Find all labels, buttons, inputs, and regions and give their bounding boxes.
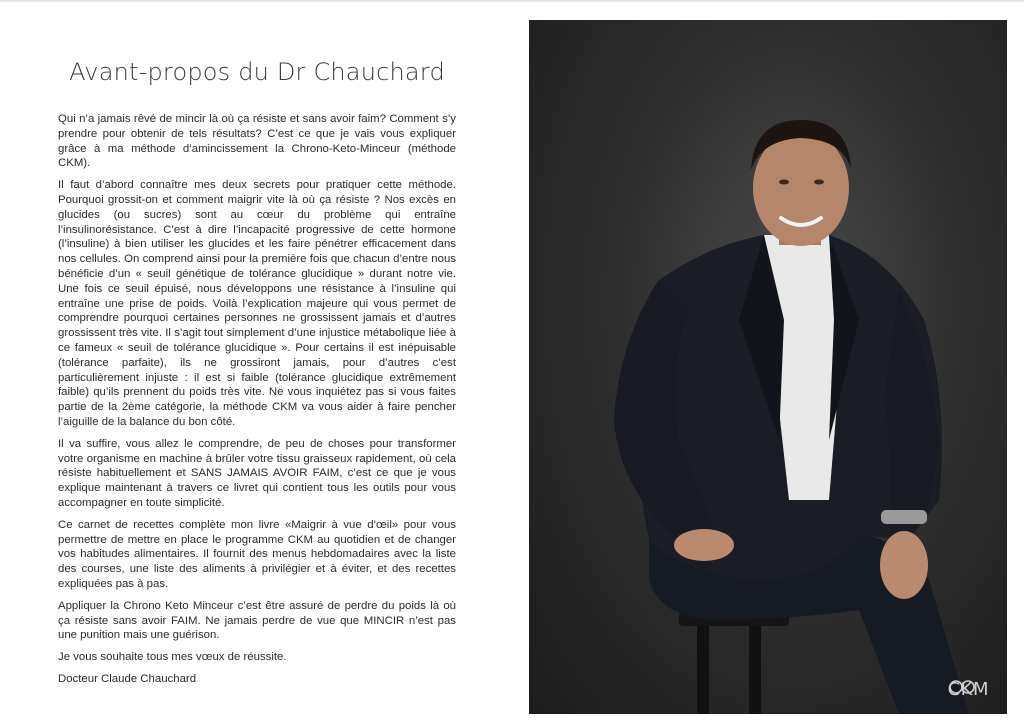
wristwatch <box>881 510 927 524</box>
logo-text: CKM <box>947 679 989 700</box>
stool-leg <box>749 620 761 714</box>
infinity-loop-icon <box>948 679 978 695</box>
left-eye <box>779 180 789 185</box>
stool-leg <box>697 620 709 714</box>
paragraph-4: Ce carnet de recettes complète mon livre «Maigrir à vue d’œil» pour vous permettre de mettre en place le programme CKM au quotidien et de changer vos habitudes alimentaires. Il fournit des menus hebdomadaires avec la liste des courses, une liste des aliments à privilégier et à éviter, et des recettes expliquées pas à pas. <box>58 518 456 590</box>
left-hand <box>674 529 734 561</box>
paragraph-3: Il va suffire, vous allez le comprendre, de peu de choses pour transformer votre organisme en machine à brûler votre tissu graisseux rapidement, où cela résiste habituellement et SANS JAMAIS AVOIR FAIM, c’est ce que je vous explique maintenant à travers ce livret qui contient tous les outils pour vous accompagner en toute simplicité. <box>58 437 456 509</box>
foreword-text-column <box>58 58 456 687</box>
paragraph-1: Qui n’a jamais rêvé de mincir là où ça résiste et sans avoir faim? Comment s’y prendre pour obtenir de tels résultats? C’est ce que je vais vous expliquer grâce à ma méthode d’amincissement la Chrono-Keto-Minceur (méthode CKM). <box>58 113 456 170</box>
author-portrait-photo <box>529 20 1007 714</box>
paragraph-5: Appliquer la Chrono Keto Minceur c’est être assuré de perdre du poids là où ça résiste sans avoir FAIM. Ne jamais perdre de vue que MINCIR n’est pas une punition mais une guérison. <box>58 599 456 642</box>
paragraph-2: Il faut d’abord connaître mes deux secrets pour pratiquer cette méthode. Pourquoi grossit-on et comment maigrir vite là où ça résiste ? Nos excès en glucides (ou sucres) sont au cœur du problème qui entraîne l’insulinorésistance. C’est à dire l’incapacité progressive de cette hormone (l’insuline) à bien utiliser les glucides et les faire pénétrer efficacement dans nos cellules. On comprend ainsi pour la première fois que chacun d’entre nous bénéficie d’un « seuil génétique de tolérance glucidique » durant notre vie. Une fois ce seuil épuisé, nous développons une résistance à l’insuline qui entraîne une prise de poids. Voilà l’explication majeure qui vous permet de comprendre pourquoi certaines personnes ne grossissent jamais et d’autres grossissent très vite. Il s’agit tout simplement d’une injustice métabolique liée à ce fameux « seuil de tolérance glucidique ». Pour certains il est inépuisable (tolérance parfaite), ils ne grossiront jamais, pour d’autres c’est particulièrement injuste : il est si faible (tolérance glucidique extrêmement faible) qu’ils prennent du poids très vite. Ne vous inquiétez pas si vous faites partie de la 2ème catégorie, la méthode CKM va vous aider à faire pencher l’aiguille de la balance du bon côté. <box>58 179 456 428</box>
page-title: Avant-propos du Dr Chauchard <box>69 58 445 86</box>
paragraph-6: Je vous souhaite tous mes vœux de réussite. <box>58 651 287 664</box>
right-hand <box>880 531 928 599</box>
portrait-illustration <box>529 20 1007 714</box>
right-eye <box>814 180 824 185</box>
ckm-logo <box>948 679 989 700</box>
signature: Docteur Claude Chauchard <box>58 672 197 685</box>
